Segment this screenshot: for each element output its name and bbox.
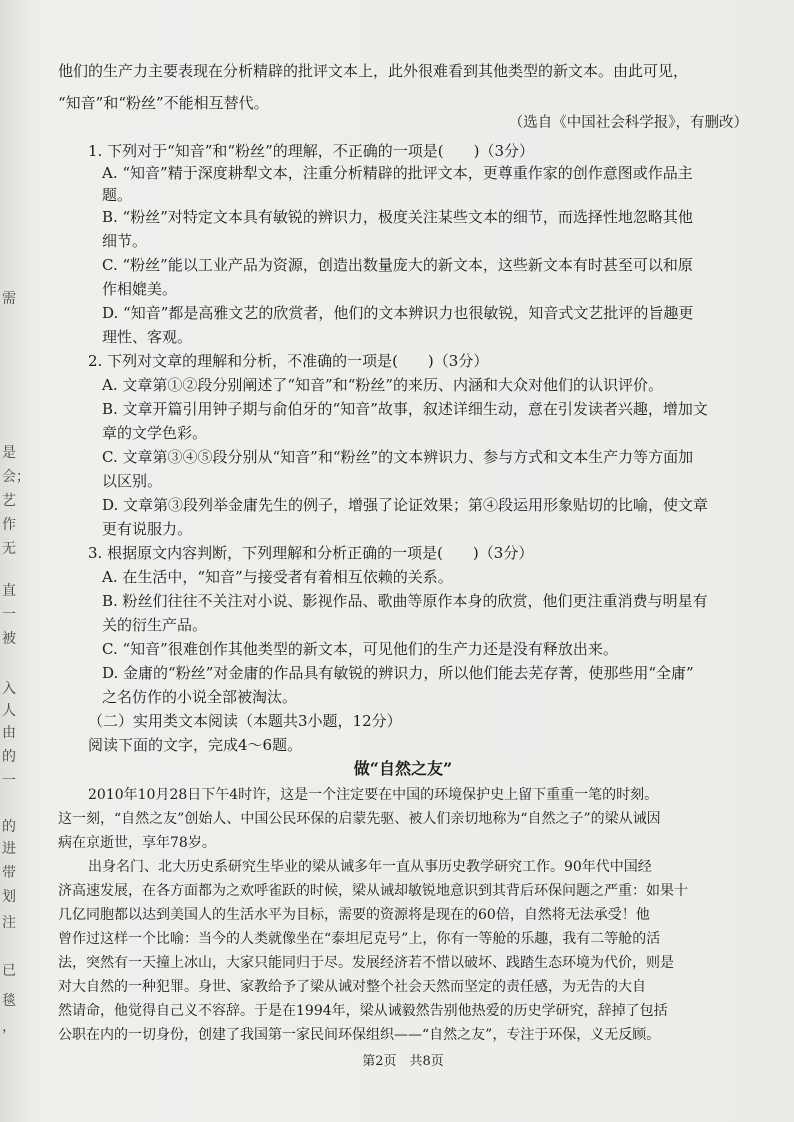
article-line: 公职在内的一切身份，创建了我国第一家民间环保组织——“自然之友”，专注于环保，义无反顾。: [58, 1027, 661, 1043]
option-line: A. “知音”精于深度耕犁文本，注重分析精辟的批评文本，更尊重作家的创作意图或作品主: [102, 164, 693, 182]
margin-char: 是: [2, 445, 16, 461]
article-title: 做“自然之友”: [353, 759, 453, 778]
option-line: D. 文章第③段列举金庸先生的例子，增强了论证效果；第④段运用形象贴切的比喻，使文章: [102, 496, 709, 514]
option-line: 之名仿作的小说全部被淘汰。: [102, 688, 298, 706]
margin-char: ，: [2, 1019, 16, 1035]
margin-char: 划: [2, 889, 16, 905]
option-line: C. 文章第③④⑤段分别从“知音”和“粉丝”的文本辨识力、参与方式和文本生产力等方面加: [102, 448, 694, 466]
margin-char: 作: [2, 517, 16, 533]
question-2: 2. 下列对文章的理解和分析，不准确的一项是( )（3分）: [88, 352, 489, 370]
margin-char: 的: [2, 749, 16, 765]
margin-char: 会；: [2, 469, 30, 485]
question-3: 3. 根据原文内容判断，下列理解和分析正确的一项是( )（3分）: [88, 544, 534, 562]
option-line: B. 粉丝们往往不关注对小说、影视作品、歌曲等原作本身的欣赏，他们更注重消费与明星有: [102, 592, 708, 610]
text-line: 他们的生产力主要表现在分析精辟的批评文本上，此外很难看到其他类型的新文本。由此可见，: [58, 62, 689, 80]
text-line: “知音”和“粉丝”不能相互替代。: [58, 94, 269, 112]
option-line: C. “粉丝”能以工业产品为资源，创造出数量庞大的新文本，这些新文本有时甚至可以和原: [102, 256, 693, 274]
article-line: 法，突然有一天撞上冰山，大家只能同归于尽。发展经济若不惜以破坏、践踏生态环境为代价，则是: [58, 955, 674, 971]
option-line: D. “知音”都是高雅文艺的欣赏者，他们的文本辨识力也很敏锐，知音式文艺批评的旨趣更: [102, 304, 694, 322]
margin-char: 直: [2, 583, 16, 599]
option-line: 更有说服力。: [102, 520, 193, 538]
question-1: 1. 下列对于“知音”和“粉丝”的理解，不正确的一项是( )（3分）: [88, 142, 535, 160]
instruction: 阅读下面的文字，完成4～6题。: [88, 736, 303, 754]
margin-char: 带: [2, 865, 16, 881]
margin-char: 人: [2, 703, 16, 719]
section-heading: （二）实用类文本阅读（本题共3小题，12分）: [88, 712, 402, 730]
margin-char: 一: [2, 607, 16, 623]
margin-char: 需: [2, 291, 16, 307]
margin-char: 入: [2, 681, 16, 697]
article-line: 曾作过这样一个比喻：当今的人类就像坐在“泰坦尼克号”上，你有一等舱的乐趣，我有二等舱的活: [58, 931, 661, 947]
margin-char: 由: [2, 725, 16, 741]
option-line: 以区别。: [102, 472, 163, 490]
page-footer: 第2页 共8页: [362, 1054, 444, 1069]
option-line: 细节。: [102, 232, 148, 250]
option-line: 关的衍生产品。: [102, 616, 208, 634]
margin-char: 被: [2, 631, 16, 647]
margin-char: 进: [2, 841, 16, 857]
option-line: 题。: [102, 186, 133, 204]
option-line: B. 文章开篇引用钟子期与俞伯牙的“知音”故事，叙述详细生动，意在引发读者兴趣，增加文: [102, 400, 708, 418]
article-line: 病在京逝世，享年78岁。: [58, 835, 216, 851]
article-line: 这一刻，“自然之友”创始人、中国公民环保的启蒙先驱、被人们亲切地称为“自然之子”的梁从诫因: [58, 811, 661, 827]
option-line: A. 在生活中，“知音”与接受者有着相互依赖的关系。: [102, 568, 453, 586]
article-line: 然请命，他觉得自己义不容辞。于是在1994年，梁从诫毅然告别他热爱的历史学研究，辞掉了包括: [58, 1003, 668, 1019]
margin-char: 毯: [2, 993, 16, 1009]
margin-char: 已: [2, 963, 16, 979]
article-line: 几亿同胞都以达到美国人的生活水平为目标，需要的资源将是现在的60倍，自然将无法承受！他: [58, 907, 650, 923]
margin-char: 无: [2, 541, 16, 557]
article-line: 对大自然的一种犯罪。身世、家教给予了梁从诫对整个社会天然而坚定的责任感，为无告的大自: [58, 979, 646, 995]
margin-char: 的: [2, 819, 16, 835]
article-line: 2010年10月28日下午4时许，这是一个注定要在中国的环境保护史上留下重重一笔的时刻。: [88, 787, 659, 803]
option-line: C. “知音”很难创作其他类型的新文本，可见他们的生产力还是没有释放出来。: [102, 640, 618, 658]
option-line: 理性、客观。: [102, 328, 193, 346]
article-line: 出身名门、北大历史系研究生毕业的梁从诫多年一直从事历史教学研究工作。90年代中国经: [88, 859, 652, 875]
option-line: 作相媲美。: [102, 280, 178, 298]
margin-char: 艺: [2, 493, 16, 509]
margin-char: 一: [2, 773, 16, 789]
option-line: A. 文章第①②段分别阐述了“知音”和“粉丝”的来历、内涵和大众对他们的认识评价。: [102, 376, 664, 394]
option-line: 章的文学色彩。: [102, 424, 208, 442]
margin-char: 注: [2, 915, 16, 931]
article-line: 济高速发展，在各方面都为之欢呼雀跃的时候，梁从诫却敏锐地意识到其背后环保问题之严重：如果十: [58, 883, 688, 899]
option-line: B. “粉丝”对特定文本具有敏锐的辨识力，极度关注某些文本的细节，而选择性地忽略其他: [102, 208, 693, 226]
option-line: D. 金庸的“粉丝”对金庸的作品具有敏锐的辨识力，所以他们能去芜存菁，使那些用“全庸”: [102, 664, 694, 682]
source-citation: （选自《中国社会科学报》，有删改）: [508, 115, 748, 131]
